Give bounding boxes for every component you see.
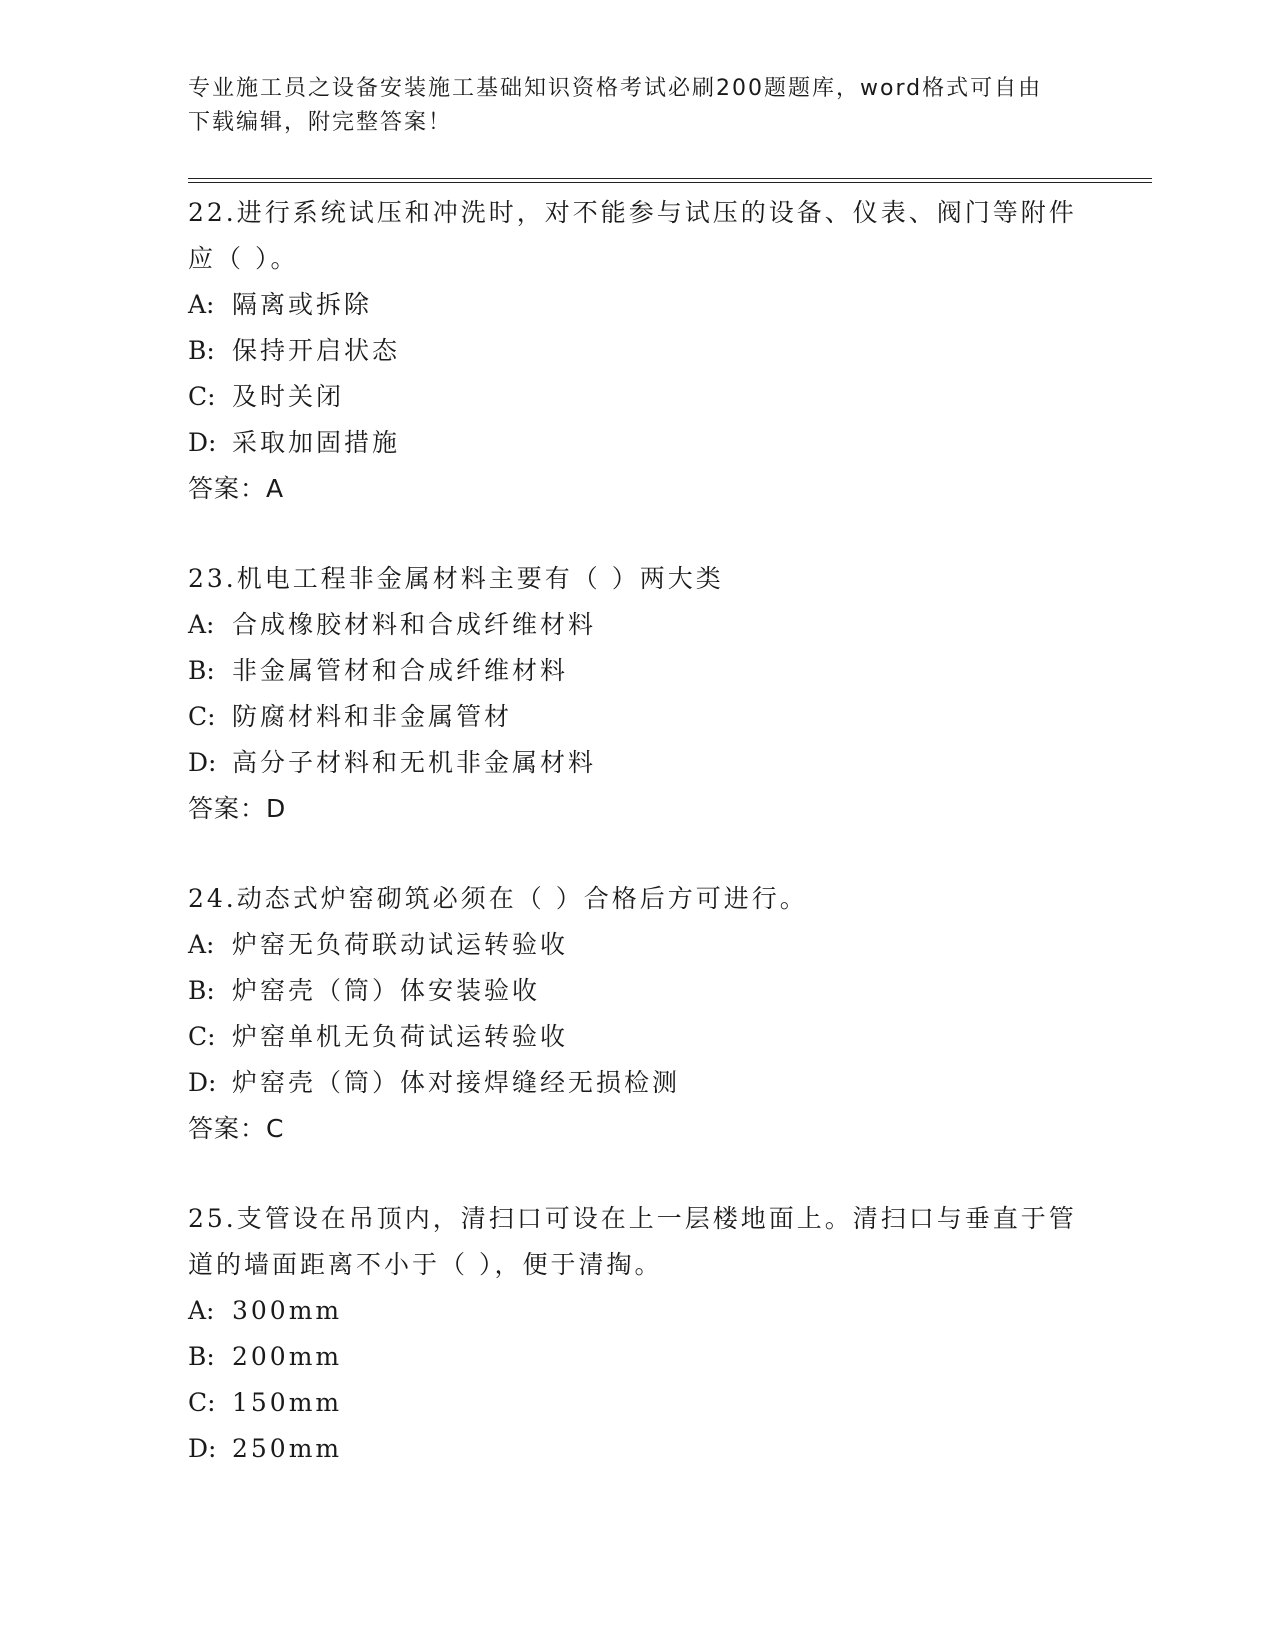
option-text: 防腐材料和非金属管材 [232,702,513,731]
option-text: 250mm [232,1434,343,1463]
option-text: 高分子材料和无机非金属材料 [232,748,597,777]
option-key: C: [188,382,216,411]
option-key: A: [188,610,215,639]
option-d [188,1426,1088,1472]
option-c [188,374,1088,420]
answer-label: 答案：C [188,1114,285,1143]
option-text: 非金属管材和合成纤维材料 [232,656,569,685]
option-d [188,740,1088,786]
header-divider-bottom [188,182,1152,183]
option-text: 及时关闭 [232,382,345,411]
option-text: 采取加固措施 [232,428,401,457]
option-text: 炉窑无负荷联动试运转验收 [232,930,569,959]
option-key: C: [188,702,216,731]
header-title-line1: 专业施工员之设备安装施工基础知识资格考试必刷200题题库，word格式可自由 [188,76,1043,101]
option-b [188,1334,1088,1380]
question-25 [188,1196,1088,1472]
question-22 [188,190,1088,512]
question-list [188,190,1088,1516]
document-header [188,72,1068,140]
question-stem: 23.机电工程非金属材料主要有（ ）两大类 [188,564,724,593]
option-a [188,602,1088,648]
header-divider-top [188,178,1152,179]
header-title-line2: 下载编辑，附完整答案！ [188,110,453,135]
option-d [188,420,1088,466]
option-text: 炉窑壳（筒）体安装验收 [232,976,541,1005]
option-text: 合成橡胶材料和合成纤维材料 [232,610,597,639]
question-stem: 24.动态式炉窑砌筑必须在（ ）合格后方可进行。 [188,884,808,913]
option-key: D: [188,1434,217,1463]
option-key: A: [188,1296,215,1325]
option-key: C: [188,1022,216,1051]
option-text: 150mm [232,1388,343,1417]
option-key: A: [188,290,215,319]
answer-label: 答案：D [188,794,287,823]
option-text: 隔离或拆除 [232,290,373,319]
option-b [188,328,1088,374]
option-text: 保持开启状态 [232,336,401,365]
option-b [188,648,1088,694]
option-c [188,1380,1088,1426]
option-c [188,694,1088,740]
question-stem: 22.进行系统试压和冲洗时，对不能参与试压的设备、仪表、阀门等附件应（ ）。 [188,198,1077,273]
option-key: A: [188,930,215,959]
option-key: D: [188,428,217,457]
option-text: 300mm [232,1296,343,1325]
option-key: B: [188,656,215,685]
option-c [188,1014,1088,1060]
option-d [188,1060,1088,1106]
option-text: 炉窑单机无负荷试运转验收 [232,1022,569,1051]
question-23 [188,556,1088,832]
option-key: D: [188,1068,217,1097]
option-a [188,1288,1088,1334]
option-key: C: [188,1388,216,1417]
option-b [188,968,1088,1014]
option-key: B: [188,336,215,365]
question-24 [188,876,1088,1152]
option-key: B: [188,976,215,1005]
option-key: B: [188,1342,215,1371]
question-stem: 25.支管设在吊顶内，清扫口可设在上一层楼地面上。清扫口与垂直于管道的墙面距离不小于（ ），便于清掏。 [188,1204,1077,1279]
option-key: D: [188,748,217,777]
option-text: 200mm [232,1342,343,1371]
answer-label: 答案：A [188,474,285,503]
option-a [188,282,1088,328]
option-a [188,922,1088,968]
option-text: 炉窑壳（筒）体对接焊缝经无损检测 [232,1068,681,1097]
